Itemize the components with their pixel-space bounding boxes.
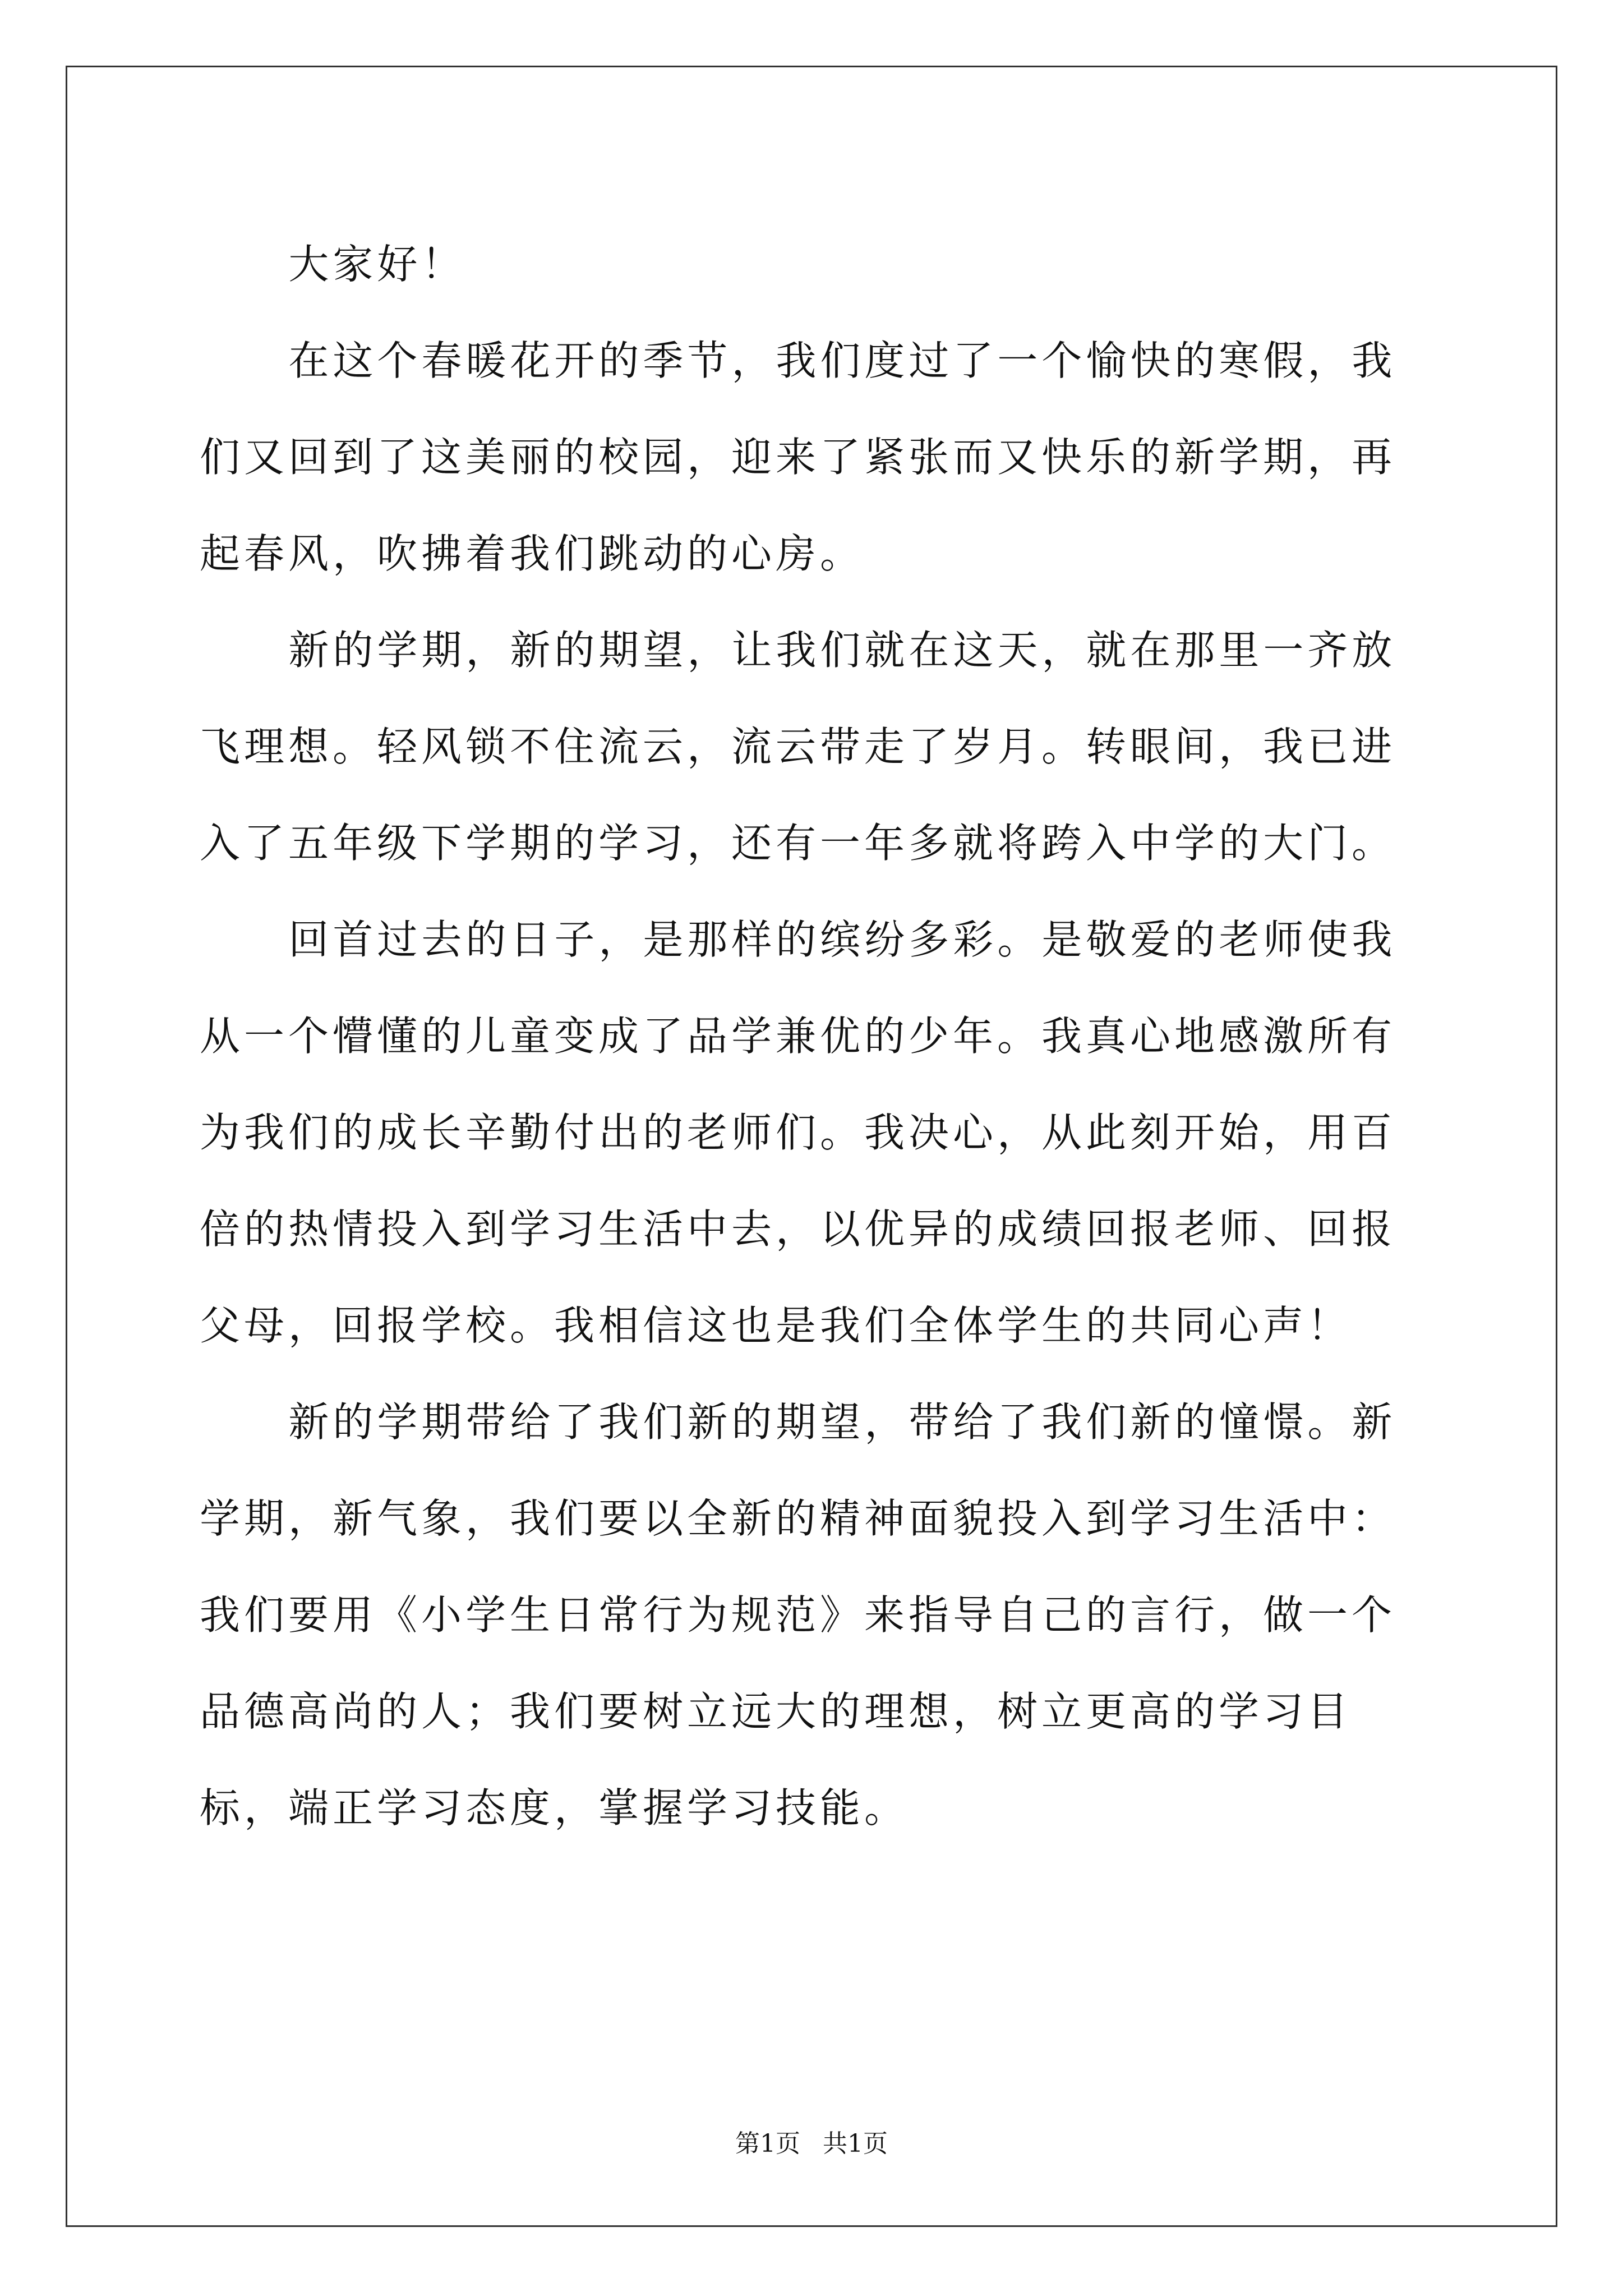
page-number-total: 共1页 xyxy=(823,2129,888,2158)
page-number-current: 第1页 xyxy=(735,2129,800,2158)
paragraph-4: 新的学期带给了我们新的期望，带给了我们新的憧憬。新学期，新气象，我们要以全新的精神面貌投入到学习生活中：我们要用《小学生日常行为规范》来指导自己的言行，做一个品德高尚的人；我们要树立远大的理想，树立更高的学习目标，端正学习态度，掌握学习技能。 xyxy=(200,1398,1396,1832)
page-footer xyxy=(0,2127,1623,2161)
paragraph-1: 在这个春暖花开的季节，我们度过了一个愉快的寒假，我们又回到了这美丽的校园，迎来了紧张而又快乐的新学期，再起春风，吹拂着我们跳动的心房。 xyxy=(200,337,1396,577)
document-body xyxy=(200,216,1428,1856)
paragraph-2: 新的学期，新的期望，让我们就在这天，就在那里一齐放飞理想。轻风锁不住流云，流云带走了岁月。转眼间，我已进入了五年级下学期的学习，还有一年多就将跨入中学的大门。 xyxy=(200,627,1396,867)
paragraph-3: 回首过去的日子，是那样的缤纷多彩。是敬爱的老师使我从一个懵懂的儿童变成了品学兼优的少年。我真心地感激所有为我们的成长辛勤付出的老师们。我决心，从此刻开始，用百倍的热情投入到学习生活中去，以优异的成绩回报老师、回报父母，回报学校。我相信这也是我们全体学生的共同心声！ xyxy=(200,916,1396,1349)
paragraph-greeting: 大家好！ xyxy=(288,241,466,288)
